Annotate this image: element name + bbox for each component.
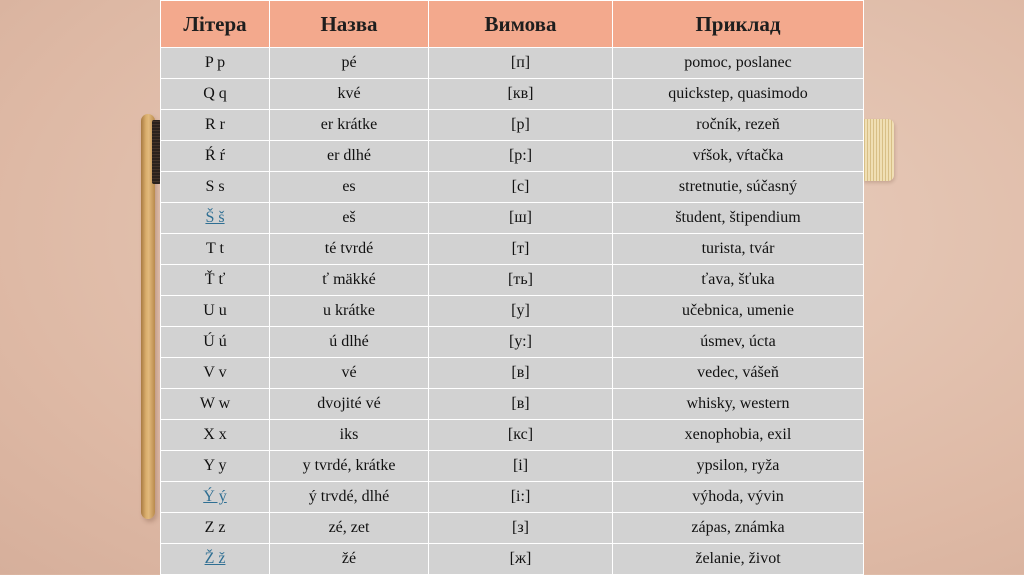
table-row: [161, 544, 864, 575]
cell-letter: Ŕ ŕ: [161, 141, 270, 172]
table-row: [161, 513, 864, 544]
cell-name: pé: [270, 48, 429, 79]
cell-pronunciation: [кв]: [429, 79, 613, 110]
cell-pronunciation: [і]: [429, 451, 613, 482]
cell-pronunciation: [р]: [429, 110, 613, 141]
table-row: [161, 327, 864, 358]
cell-letter: Z z: [161, 513, 270, 544]
cell-example: výhoda, vývin: [613, 482, 864, 513]
table-row: [161, 389, 864, 420]
toothbrush-bristles-right: [862, 119, 894, 181]
cell-name: ú dlhé: [270, 327, 429, 358]
table-row: [161, 265, 864, 296]
table-row: [161, 234, 864, 265]
cell-name: u krátke: [270, 296, 429, 327]
header-name: Назва: [270, 1, 429, 48]
cell-example: vedec, vášeň: [613, 358, 864, 389]
cell-name: té tvrdé: [270, 234, 429, 265]
cell-letter: S s: [161, 172, 270, 203]
cell-name: kvé: [270, 79, 429, 110]
letter-link[interactable]: Ý ý: [203, 488, 227, 505]
table-row: [161, 110, 864, 141]
cell-letter: W w: [161, 389, 270, 420]
cell-name: iks: [270, 420, 429, 451]
cell-pronunciation: [ш]: [429, 203, 613, 234]
table-row: [161, 451, 864, 482]
cell-name: eš: [270, 203, 429, 234]
cell-pronunciation: [р:]: [429, 141, 613, 172]
cell-pronunciation: [с]: [429, 172, 613, 203]
cell-example: whisky, western: [613, 389, 864, 420]
cell-letter[interactable]: [161, 482, 270, 513]
cell-example: ypsilon, ryža: [613, 451, 864, 482]
cell-letter: Q q: [161, 79, 270, 110]
cell-example: učebnica, umenie: [613, 296, 864, 327]
cell-letter[interactable]: [161, 544, 270, 575]
table-row: [161, 420, 864, 451]
cell-letter: T t: [161, 234, 270, 265]
cell-name: dvojité vé: [270, 389, 429, 420]
cell-pronunciation: [п]: [429, 48, 613, 79]
cell-example: xenophobia, exil: [613, 420, 864, 451]
cell-example: turista, tvár: [613, 234, 864, 265]
cell-pronunciation: [в]: [429, 389, 613, 420]
cell-letter: R r: [161, 110, 270, 141]
table-row: [161, 172, 864, 203]
cell-pronunciation: [ть]: [429, 265, 613, 296]
cell-letter: Y y: [161, 451, 270, 482]
cell-example: ročník, rezeň: [613, 110, 864, 141]
cell-example: študent, štipendium: [613, 203, 864, 234]
cell-pronunciation: [в]: [429, 358, 613, 389]
letter-link[interactable]: Š š: [205, 209, 225, 226]
table-row: [161, 203, 864, 234]
cell-letter[interactable]: [161, 203, 270, 234]
cell-pronunciation: [у]: [429, 296, 613, 327]
cell-example: stretnutie, súčasný: [613, 172, 864, 203]
cell-name: er krátke: [270, 110, 429, 141]
cell-letter: Ú ú: [161, 327, 270, 358]
table-row: [161, 48, 864, 79]
cell-letter: V v: [161, 358, 270, 389]
cell-example: pomoc, poslanec: [613, 48, 864, 79]
cell-example: ťava, šťuka: [613, 265, 864, 296]
cell-name: ť mäkké: [270, 265, 429, 296]
cell-example: želanie, život: [613, 544, 864, 575]
table-header-row: [161, 1, 864, 48]
header-example: Приклад: [613, 1, 864, 48]
header-letter: Літера: [161, 1, 270, 48]
cell-name: vé: [270, 358, 429, 389]
cell-letter: P p: [161, 48, 270, 79]
cell-pronunciation: [і:]: [429, 482, 613, 513]
cell-example: vŕšok, vŕtačka: [613, 141, 864, 172]
cell-example: úsmev, úcta: [613, 327, 864, 358]
table-row: [161, 358, 864, 389]
letter-link[interactable]: Ž ž: [204, 550, 226, 567]
cell-letter: X x: [161, 420, 270, 451]
cell-letter: U u: [161, 296, 270, 327]
cell-pronunciation: [з]: [429, 513, 613, 544]
cell-name: ý trvdé, dlhé: [270, 482, 429, 513]
cell-example: quickstep, quasimodo: [613, 79, 864, 110]
cell-letter: Ť ť: [161, 265, 270, 296]
cell-pronunciation: [т]: [429, 234, 613, 265]
cell-example: zápas, známka: [613, 513, 864, 544]
cell-pronunciation: [кс]: [429, 420, 613, 451]
alphabet-table: [160, 0, 864, 575]
cell-name: y tvrdé, krátke: [270, 451, 429, 482]
cell-pronunciation: [ж]: [429, 544, 613, 575]
cell-name: zé, zet: [270, 513, 429, 544]
cell-pronunciation: [у:]: [429, 327, 613, 358]
table-row: [161, 141, 864, 172]
table-row: [161, 296, 864, 327]
table-row: [161, 79, 864, 110]
cell-name: žé: [270, 544, 429, 575]
header-pronunciation: Вимова: [429, 1, 613, 48]
cell-name: er dlhé: [270, 141, 429, 172]
cell-name: es: [270, 172, 429, 203]
table-row: [161, 482, 864, 513]
